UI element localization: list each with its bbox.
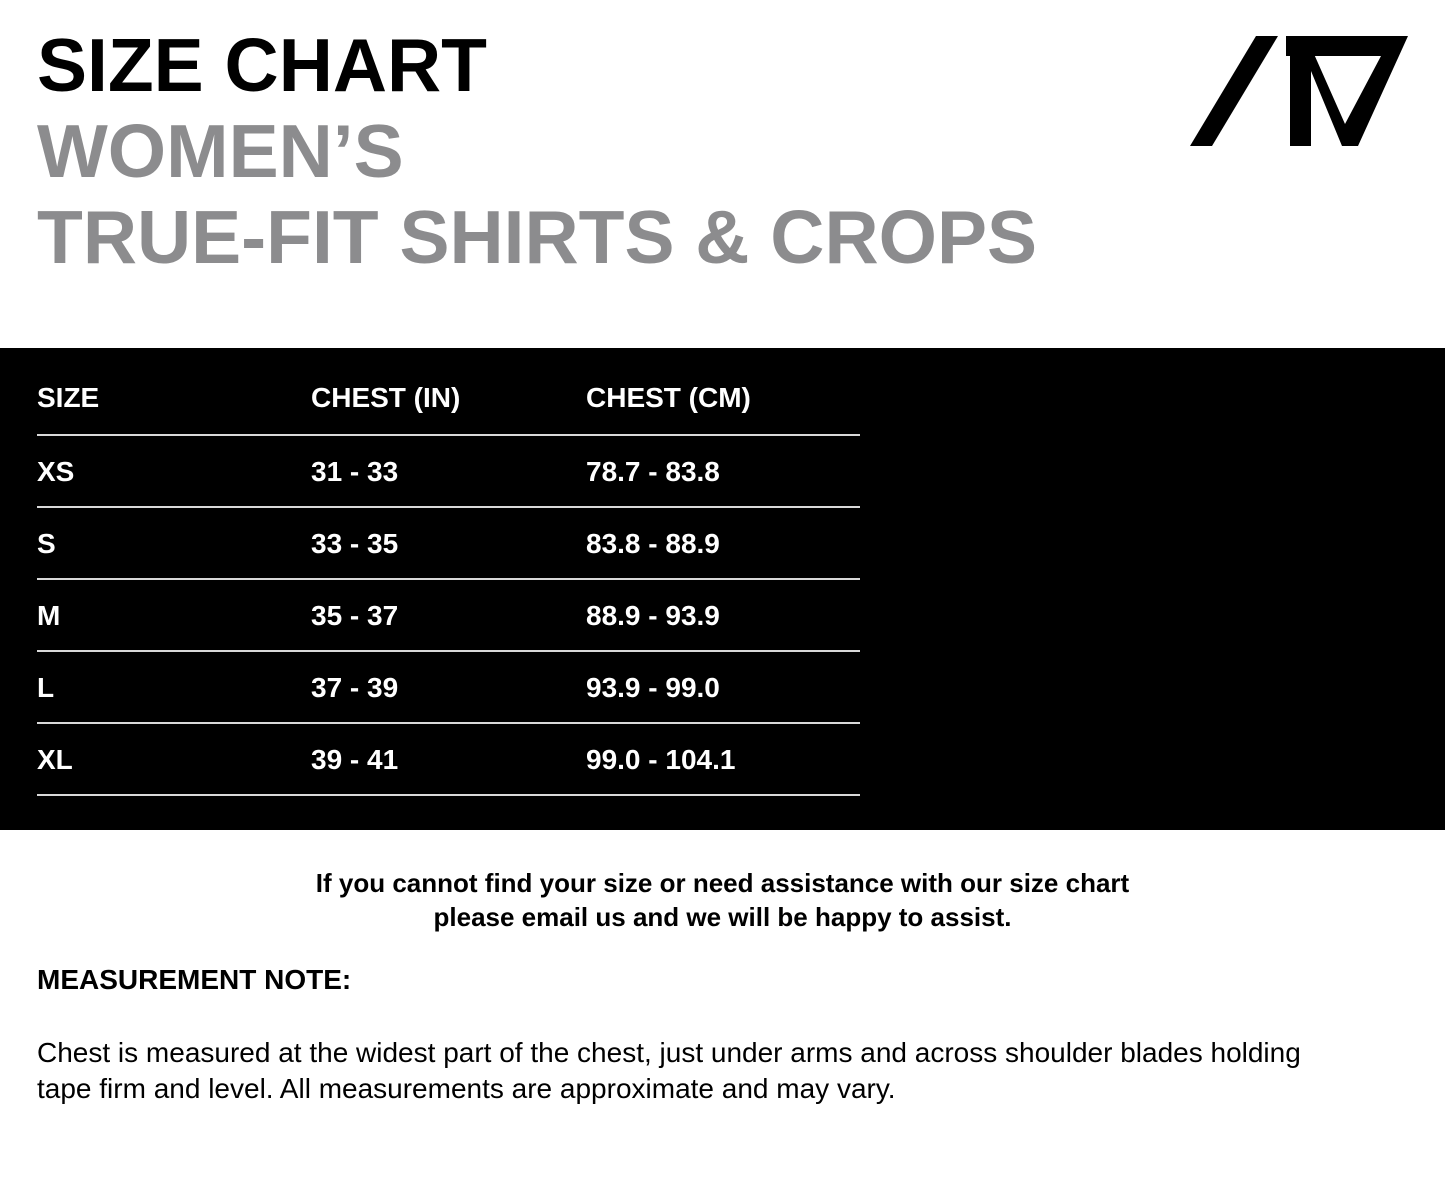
size-cell: XS xyxy=(37,456,75,487)
chest-cm-cell: 99.0 - 104.1 xyxy=(586,744,736,775)
chest-in-cell: 35 - 37 xyxy=(311,600,399,631)
column-header-chest-in: CHEST (IN) xyxy=(311,382,461,413)
chest-cm-cell: 78.7 - 83.8 xyxy=(586,456,720,487)
chest-in-cell: 31 - 33 xyxy=(311,456,399,487)
chest-in-cell: 39 - 41 xyxy=(311,744,399,775)
table-row xyxy=(37,724,860,796)
size-cell: L xyxy=(37,672,55,703)
assistance-line: please email us and we will be happy to assist. xyxy=(433,902,1012,932)
size-cell: S xyxy=(37,528,56,559)
page-header xyxy=(37,22,1137,280)
size-cell: XL xyxy=(37,744,73,775)
column-header-chest-cm: CHEST (CM) xyxy=(586,382,751,413)
chest-cm-cell: 88.9 - 93.9 xyxy=(586,600,720,631)
measurement-note-line: Chest is measured at the widest part of the chest, just under arms and across shoulder blades holding xyxy=(37,1037,1301,1068)
measurement-note-heading: MEASUREMENT NOTE: xyxy=(37,964,352,995)
logo-chevron-right xyxy=(1286,36,1408,146)
chest-cm-cell: 83.8 - 88.9 xyxy=(586,528,720,559)
table-row xyxy=(37,508,860,580)
table-header-row xyxy=(37,348,860,436)
measurement-note-line: tape firm and level. All measurements are approximate and may vary. xyxy=(37,1073,896,1104)
size-table-panel xyxy=(0,348,1445,830)
table-row xyxy=(37,436,860,508)
table-row xyxy=(37,580,860,652)
chest-cm-cell: 93.9 - 99.0 xyxy=(586,672,720,703)
brand-logo-icon xyxy=(1190,36,1408,146)
assistance-message xyxy=(0,866,1445,934)
chest-in-cell: 33 - 35 xyxy=(311,528,399,559)
measurement-note-body xyxy=(37,1035,1417,1107)
column-header-size: SIZE xyxy=(37,382,100,413)
size-table xyxy=(37,348,860,796)
size-cell: M xyxy=(37,600,61,631)
page-subtitle-product: TRUE-FIT SHIRTS & CROPS xyxy=(37,195,1038,279)
table-row xyxy=(37,652,860,724)
logo-slash-left xyxy=(1190,36,1278,146)
assistance-line: If you cannot find your size or need assistance with our size chart xyxy=(315,868,1130,898)
page-title: SIZE CHART xyxy=(37,23,487,107)
page-subtitle-category: WOMEN’S xyxy=(37,109,404,193)
chest-in-cell: 37 - 39 xyxy=(311,672,399,703)
